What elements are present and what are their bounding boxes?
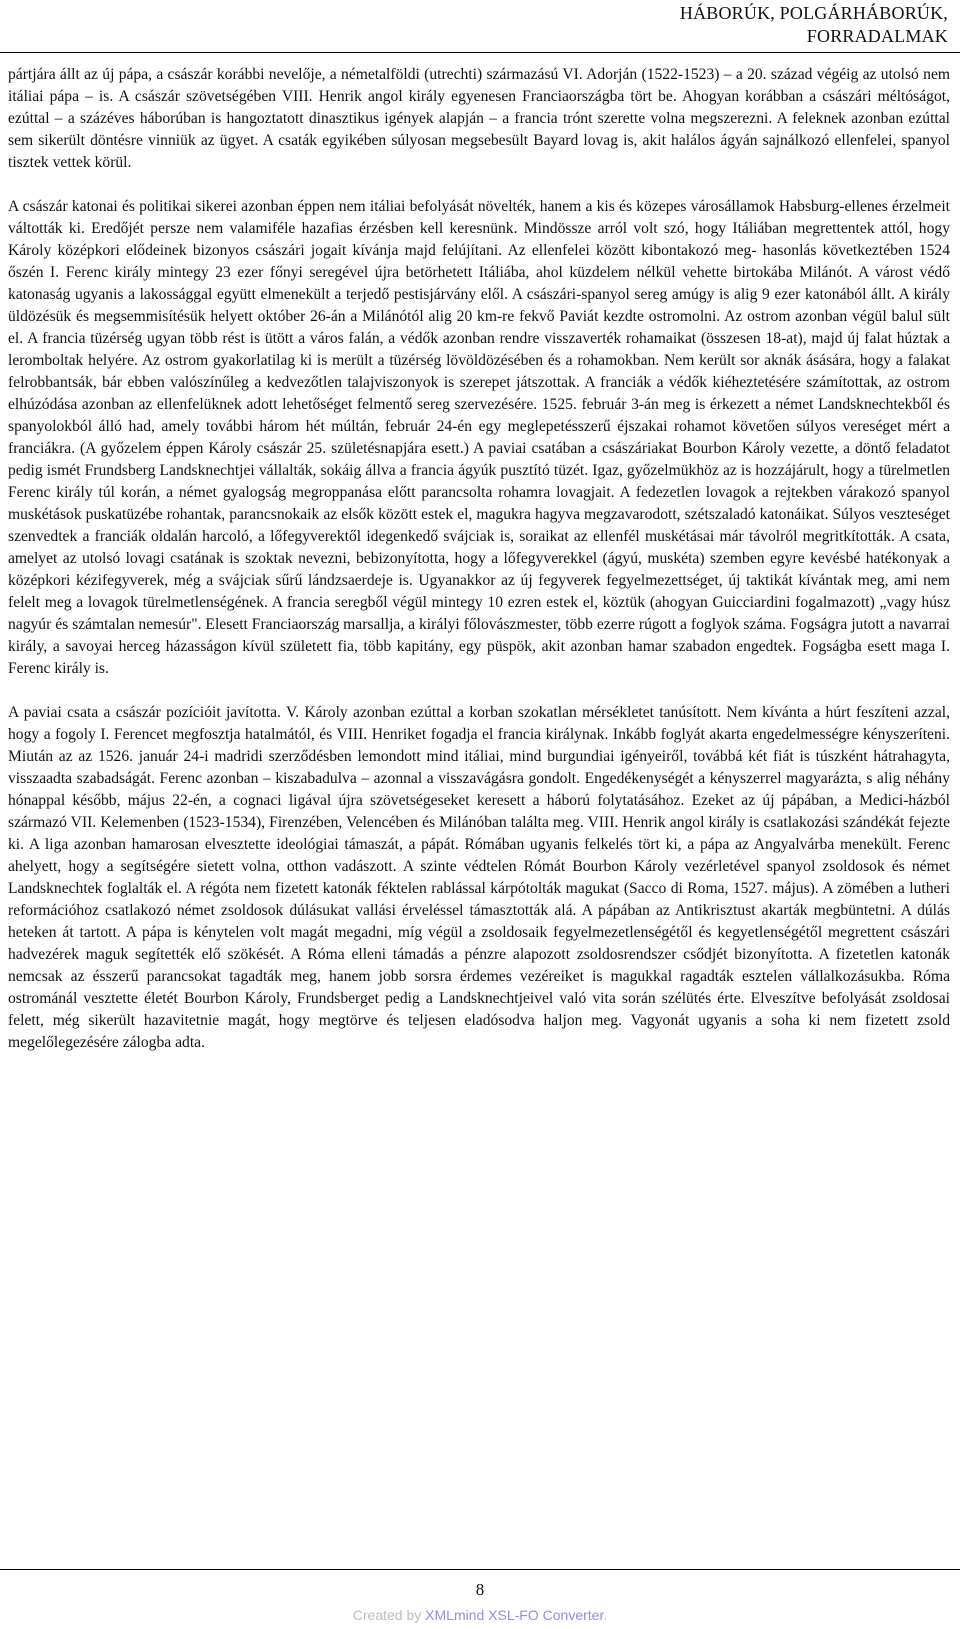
header-divider xyxy=(0,52,960,53)
credit-suffix: . xyxy=(603,1607,608,1623)
converter-credit xyxy=(0,1606,960,1624)
header-title-line-2: FORRADALMAK xyxy=(806,26,948,46)
header-title-line-1: HÁBORÚK, POLGÁRHÁBORÚK, xyxy=(679,3,948,23)
page-number: 8 xyxy=(475,1580,485,1599)
body-text xyxy=(8,64,950,1076)
paragraph: A császár katonai és politikai sikerei azonban éppen nem itáliai befolyását növelték, hanem a kis és közepes városállamok Habsburg-ellenes érzelmeit váltották ki. Eredőjét persze nem valamiféle hazafias érzésben kell keresnünk. Mindössze arról volt szó, hogy Itáliában megrettentek attól, hogy Károly középkori elődeinek bizonyos császári jogait kívánja majd felújítani. Az ellenfelei között kibontakozó meg- hasonlás következtében 1524 őszén I. Ferenc király mintegy 23 ezer főnyi seregével újra betörhetett Itáliába, ahol küzdelem nélkül vehette birtokába Milánót. A várost védő katonaság ugyanis a lakossággal együtt elmenekült a terjedő pestisjárvány elől. A császári-spanyol sereg amúgy is alig 9 ezer katonából állt. A király üldözésük és megsemmisítésük helyett október 26-án a Milánótól alig 20 km-re fekvő Paviát kezdte ostromolni. Az ostrom azonban végül balul sült el. A francia tüzérség ugyan több rést is ütött a város falán, a védők azonban rendre visszaverték rohamaikat (összesen 18-at), majd új falat húztak a leromboltak helyére. Az ostrom gyakorlatilag ki is merült a tüzérség lövöldözésében és a rohamokban. Nem került sor aknák ásására, hogy a falakat felrobbantsák, bár ebben valószínűleg a kedvezőtlen talajviszonyok is szerepet játszottak. A franciák a védők kiéheztetésére számítottak, az ostrom elhúzódása azonban az ellenfelüknek adott lehetőséget felmentő sereg szervezésére. 1525. február 3-án meg is érkezett a német Landsknechtekből és spanyolokból álló had, amely további három hét múltán, február 24-én egy meglepetésszerű éjszakai rohamot követően súlyos vereséget mért a franciákra. (A győzelem éppen Károly császár 25. születésnapjára esett.) A paviai csatában a császáriakat Bourbon Károly vezette, a döntő feladatot pedig ismét Frundsberg Landsknechtjei vállalták, sokáig állva a francia ágyúk pusztító tüzét. Igaz, győzelmükhöz az is hozzájárult, hogy a türelmetlen Ferenc király túl korán, a német gyalogság megroppanása előtt parancsolta rohamra lovagjait. A fedezetlen lovagok a rejtekben várakozó spanyol muskétások puskatüzébe rohantak, parancsnokaik az elsők között estek el, magukra hagyva megzavarodott, szétszaladó katonáikat. Súlyos veszteséget szenvedtek a franciák oldalán harcoló, a lőfegyverektől idegenkedő svájciak is, soraikat az ellenfél muskétásai már távolról megritkították. A csata, amelyet az utolsó lovagi csatának is szoktak nevezni, bebizonyította, hogy a lőfegyverekkel (ágyú, muskéta) szemben egyre kevésbé hatékonyak a középkori kézifegyverek, még a svájciak sűrű lándzsaerdeje is. Ugyanakkor az új fegyverek fegyelmezettséget, új taktikát kívántak meg, ami nem felelt meg a lovagok türelmetlenségének. A francia seregből végül mintegy 10 ezren estek el, köztük (ahogyan Guicciardini fogalmazott) „vagy húsz nagyúr és számtalan nemesúr". Elesett Franciaország marsallja, a királyi főlovászmester, több ezerre rúgott a foglyok száma. Fogságra jutott a navarrai király, a savoyai herceg házasságon kívül született fia, több kapitány, egy püspök, akit azonban hamar szabadon engedtek. Fogságba esett maga I. Ferenc király is. xyxy=(8,198,950,677)
paragraph: pártjára állt az új pápa, a császár korábbi nevelője, a németalföldi (utrechti) származású VI. Adorján (1522-1523) – a 20. század végéig az utolsó nem itáliai pápa – is. A császár szövetségében VIII. Henrik angol király egyenesen Franciaországba tört be. Ahogyan korábban a császári méltóságot, ezúttal – a százéves háborúban is hangoztatott dinasztikus igények alapján – a francia trónt szerette volna megszerezni. A feleknek azonban ezúttal sem sikerült döntésre vinniük az ügyet. A csaták egyikében súlyosan megsebesült Bayard lovag is, akit halálos ágyán sajnálkozó ellenfelei, spanyol tisztek vettek körül. xyxy=(8,66,950,171)
running-header xyxy=(0,2,948,48)
credit-brand-link[interactable]: XMLmind XSL-FO Converter xyxy=(425,1607,604,1623)
footer-divider xyxy=(0,1569,960,1570)
paragraph: A paviai csata a császár pozícióit javította. V. Károly azonban ezúttal a korban szokatlan mérsékletet tanúsított. Nem kívánta a húrt feszíteni azzal, hogy a fogoly I. Ferencet megfosztja hatalmától, és VIII. Henriket fogadja el francia királynak. Inkább foglyát akarta engedelmességre kényszeríteni. Miután az az 1526. január 24-i madridi szerződésben lemondott mind itáliai, mind burgundiai igényeiről, továbbá két fiát is túszként hátrahagyta, visszaadta szabadságát. Ferenc azonban – kiszabadulva – azonnal a visszavágásra gondolt. Engedékenységét a kényszerrel magyarázta, s alig néhány hónappal később, május 22-én, a cognaci ligával újra szövetségeseket keresett a háború folytatásához. Ezeket az új pápában, a Medici-házból származó VII. Kelemenben (1523-1534), Firenzében, Velencében és Milánóban találta meg. VIII. Henrik angol király is csatlakozási szándékát fejezte ki. A liga azonban hamarosan elvesztette ideológiai támaszát, a pápát. Rómában ugyanis felkelés tört ki, a pápa az Angyalvárba menekült. Ferenc ahelyett, hogy a segítségére sietett volna, otthon vadászott. A szinte védtelen Rómát Bourbon Károly vezérletével spanyol zsoldosok és német Landsknechtek foglalták el. A régóta nem fizetett katonák féktelen rablással kárpótolták magukat (Sacco di Roma, 1527. május). A zömében a lutheri reformációhoz csatlakozó német zsoldosok dúlásukat vallási érveléssel támasztották alá. A pápában az Antikrisztust akarták megbüntetni. A dúlás heteken át tartott. A pápa is kénytelen volt magát megadni, míg végül a zsoldosaik fegyelmezetlenségétől és kegyetlenségétől megrettent császári hadvezérek maguk segítették elő szökését. A Róma elleni támadás a pénzre alapozott zsoldosrendszer csődjét bizonyította. A fizetetlen katonák nemcsak az ésszerű parancsokat tagadták meg, hanem jobb sorsra érdemes vezéreiket is magukkal ragadták esztelen vállalkozásukba. Róma ostrománál vesztette életét Bourbon Károly, Frundsberget pedig a Landsknechtjeivel való vita során szélütés érte. Elveszítve befolyását zsoldosai felett, még sikerült hazavitetnie magát, hogy megtörve és teljesen eladósodva haljon meg. Vagyonát ugyanis a soha ki nem fizetett zsold megelőlegezésére zálogba adta. xyxy=(8,704,950,1051)
credit-prefix: Created by xyxy=(352,1607,426,1623)
